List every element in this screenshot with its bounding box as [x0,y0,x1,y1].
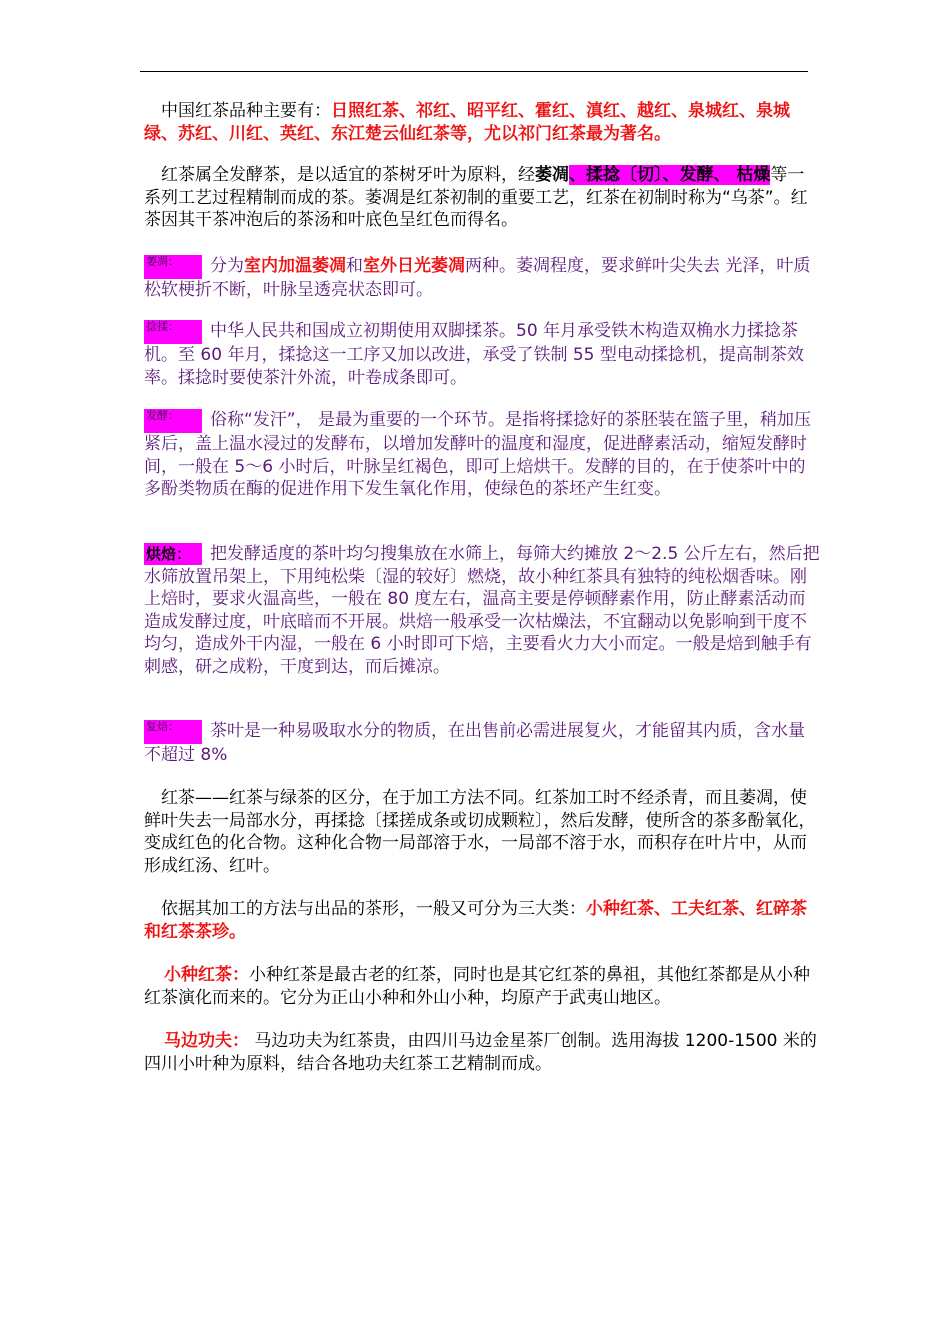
paragraph-difference [144,787,820,877]
header-rule [140,71,808,72]
paragraph-rebaking [144,720,820,767]
mabian-text: 马边功夫为红茶贵，由四川马边金星茶厂创制。选用海拔 1200-1500 米的四川小叶种为原料，结合各地功夫红茶工艺精制而成。 [144,1031,817,1074]
withering-outdoor: 室外日光萎凋 [363,256,465,276]
definition-process-highlight: 、揉捻〔切〕、发酵、 枯燥 [569,165,771,185]
categories-list: 小种红茶、工夫红茶、红碎茶和红茶茶珍。 [144,899,807,942]
paragraph-rolling [144,320,820,389]
withering-text-c: 两种。萎凋程度，要求鲜叶尖失去 光泽，叶质松软梗折不断，叶脉呈透亮状态即可。 [144,256,811,300]
souchong-label: 小种红茶： [164,965,249,985]
baking-text: 把发酵适度的茶叶均匀搜集放在水筛上，每筛大约摊放 2～2.5 公斤左右，然后把水筛放置吊架上，下用纯松柴〔湿的较好〕燃烧，故小种红茶具有独特的纯松烟香味。刚上焙时，要求火温高些，一般在 80 度左右，温高主要是停顿酵素作用，防止酵素活动而造成发酵过度，叶底暗而不开展。烘焙一般承受一次枯燥法，不宜翻动以免影响到干度不均匀，造成外干内湿，一般在 6 小时即可下焙，主要看火力大小而定。一般是焙到触手有刺感，研之成粉，干度到达，而后摊凉。 [144,544,820,677]
fermentation-text: 俗称“发汗”， 是最为重要的一个环节。是指将揉捻好的茶胚装在篮子里，稍加压紧后，盖上温水浸过的发酵布，以增加发酵叶的温度和湿度，促进酵素活动，缩短发酵时间，一般在 5～6 小时后，叶脉呈红褐色，即可上焙烘干。发酵的目的，在于使茶叶中的多酚类物质在酶的促进作用下发生氧化作用，使绿色的茶坯产生红变。 [144,410,812,499]
definition-weidiao: 萎凋 [535,165,569,185]
varieties-list: 日照红茶、祁红、昭平红、霍红、滇红、越红、泉城红、泉城绿、苏红、川红、英红、东江楚云仙红茶等，尤以祁门红茶最为著名。 [144,101,790,144]
tag-withering: 萎凋： [144,255,202,279]
tag-rebaking: 复焙： [144,720,202,744]
tag-rolling: 捻揉： [144,320,202,344]
paragraph-souchong [144,964,820,1009]
varieties-intro: 中国红茶品种主要有： [144,101,331,121]
paragraph-definition [144,164,820,232]
paragraph-baking [144,543,820,678]
souchong-text: 小种红茶是最古老的红茶，同时也是其它红茶的鼻祖，其他红茶都是从小种红茶演化而来的。它分为正山小种和外山小种，均原产于武夷山地区。 [144,965,810,1008]
tag-baking: 烘焙： [144,543,202,565]
difference-text: 红茶——红茶与绿茶的区分，在于加工方法不同。红茶加工时不经杀青，而且萎凋，使鲜叶失去一局部水分，再揉捻〔揉搓成条或切成颗粒〕，然后发酵，使所含的茶多酚氧化，变成红色的化合物。这种化合物一局部溶于水，一局部不溶于水，而积存在叶片中，从而形成红汤、红叶。 [144,788,816,876]
definition-text-d: 等一系列工艺过程精制而成的茶。萎凋是红茶初制的重要工艺，红茶在初制时称为“乌茶”。红茶因其干茶冲泡后的茶汤和叶底色呈红色而得名。 [144,165,808,230]
paragraph-fermentation [144,409,820,501]
paragraph-varieties [144,100,820,145]
paragraph-categories [144,898,820,943]
tag-fermentation: 发酵： [144,409,202,433]
paragraph-withering [144,255,820,302]
definition-text-a: 红茶属全发酵茶，是以适宜的茶树牙叶为原料，经 [144,165,535,185]
withering-text-b: 和 [346,256,363,276]
paragraph-mabian [144,1030,820,1075]
rebaking-text: 茶叶是一种易吸取水分的物质，在出售前必需进展复火，才能留其内质，含水量不超过 8% [144,721,805,765]
withering-indoor: 室内加温萎凋 [244,256,346,276]
categories-text: 依据其加工的方法与出品的茶形，一般又可分为三大类： [144,899,586,919]
mabian-label: 马边功夫： [164,1031,249,1051]
withering-text-a: 分为 [210,256,244,276]
rolling-text: 中华人民共和国成立初期使用双脚揉茶。50 年月承受铁木构造双桷水力揉捻茶机。至 60 年月，揉捻这一工序又加以改进，承受了铁制 55 型电动揉捻机，提高制茶效率。揉捻时要使茶汁外流，叶卷成条即可。 [144,321,804,388]
